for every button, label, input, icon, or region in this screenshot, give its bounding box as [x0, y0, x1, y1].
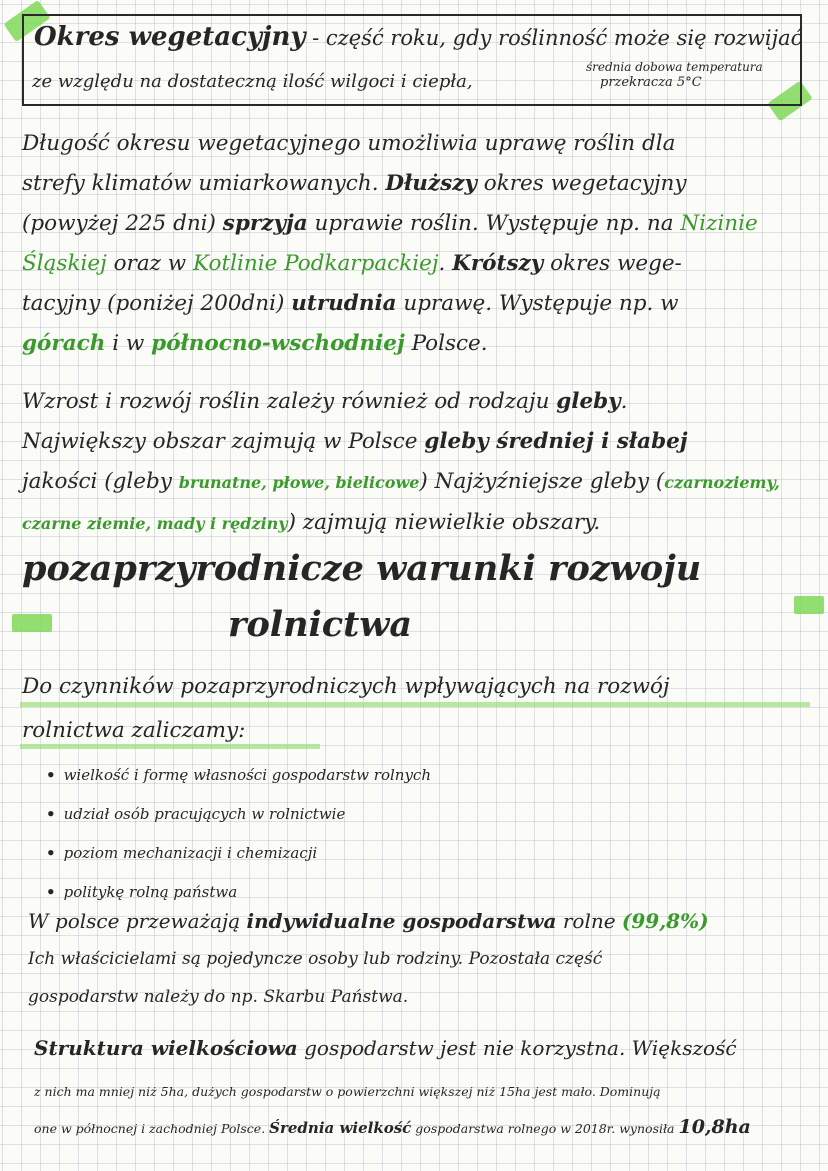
p1-line-4 — [22, 244, 758, 284]
paragraph-soils — [22, 382, 780, 544]
p2-line-2 — [22, 422, 780, 462]
p1-text: i w — [105, 331, 152, 356]
p1-line-6 — [22, 324, 758, 364]
p3-line-3: gospodarstw należy do np. Skarbu Państwa. — [28, 987, 409, 1007]
p1-bold-shorter: Krótszy — [452, 251, 544, 276]
p1-text: strefy klimatów umiarkowanych. — [22, 171, 386, 196]
p2-text: ) zajmują niewielkie obszary. — [287, 510, 601, 535]
p4-bold-structure: Struktura wielkościowa — [34, 1036, 298, 1060]
p2-bold-soil: gleby — [556, 389, 621, 414]
p3-text: W polsce przeważają — [28, 909, 247, 933]
p1-green-mountains: górach — [22, 331, 106, 356]
factor-item: • udział osób pracujących w rolnictwie — [46, 795, 431, 834]
p1-text: okres wegetacyjny — [476, 171, 687, 196]
p3-bold-individual-farms: indywidualne gospodarstwa — [246, 909, 557, 933]
factors-intro-2: rolnictwa zaliczamy: — [22, 718, 246, 743]
factor-item: • wielkość i formę własności gospodarstw rolnych — [46, 756, 431, 795]
factors-intro-1: Do czynników pozaprzyrodniczych wpływających na rozwój — [22, 674, 670, 699]
p1-line-2 — [22, 164, 758, 204]
p4-bold-average: Średnia wielkość — [269, 1119, 412, 1137]
definition-line-1 — [34, 22, 802, 52]
p1-text: tacyjny (poniżej 200dni) — [22, 291, 292, 316]
p1-green-plain: Nizinie — [680, 211, 758, 236]
paragraph-growing-season — [22, 124, 758, 364]
p1-text: (powyżej 225 dni) — [22, 211, 223, 236]
p2-text: . — [620, 389, 628, 414]
p3-text: rolne — [556, 909, 622, 933]
definition-text-1: - część roku, gdy roślinność może się rozwijać — [312, 26, 803, 50]
p4-bold-value: 10,8ha — [678, 1116, 751, 1138]
definition-note-1: średnia dobowa temperatura — [586, 60, 763, 74]
p4-line-3 — [34, 1116, 751, 1138]
p1-line-5 — [22, 284, 758, 324]
intro-highlight — [20, 702, 810, 707]
section-heading-line-2: rolnictwa — [228, 604, 413, 645]
p2-text: jakości (gleby — [22, 469, 179, 494]
p1-bold-longer: Dłuższy — [385, 171, 477, 196]
p1-text: Polsce. — [404, 331, 488, 356]
p1-bold-hinders: utrudnia — [291, 291, 397, 316]
p2-line-4 — [22, 503, 780, 544]
p4-text: gospodarstw jest nie korzystna. Większość — [297, 1036, 737, 1060]
factor-item: • politykę rolną państwa — [46, 873, 431, 912]
p1-line-1: Długość okresu wegetacyjnego umożliwia uprawę roślin dla — [22, 131, 676, 156]
factor-item: • poziom mechanizacji i chemizacji — [46, 834, 431, 873]
p2-text: Wzrost i rozwój roślin zależy również od rodzaju — [22, 389, 557, 414]
p4-line-2: z nich ma mniej niż 5ha, dużych gospodarstw o powierzchni większej niż 15ha jest mało. Dominują — [34, 1084, 661, 1099]
p1-text: uprawie roślin. Występuje np. na — [307, 211, 681, 236]
p1-text: okres wege- — [543, 251, 682, 276]
p1-green-silesian: Śląskiej — [22, 251, 107, 276]
definition-term: Okres wegetacyjny — [34, 22, 306, 52]
paragraph-farms — [28, 902, 709, 1016]
p1-line-3 — [22, 204, 758, 244]
p1-green-basin: Kotlinie Podkarpackiej — [193, 251, 439, 276]
p2-text: Największy obszar zajmują w Polsce — [22, 429, 425, 454]
p2-bold-soil-quality: gleby średniej i słabej — [424, 429, 688, 454]
p1-text: . — [438, 251, 453, 276]
p1-text: oraz w — [106, 251, 194, 276]
p4-text: gospodarstwa rolnego w 2018r. wynosiła — [411, 1121, 679, 1136]
p4-text: one w północnej i zachodniej Polsce. — [34, 1121, 270, 1136]
definition-note — [560, 60, 763, 90]
green-marker-heading-right — [794, 596, 824, 614]
p2-line-1 — [22, 382, 780, 422]
p1-green-northeast: północno-wschodniej — [151, 331, 405, 356]
p3-line-1 — [28, 902, 709, 940]
p4-line-1 — [34, 1036, 737, 1060]
intro-highlight-2 — [20, 744, 320, 749]
p1-bold-favors: sprzyja — [222, 211, 308, 236]
p2-text: ) Najżyźniejsze gleby ( — [419, 469, 665, 494]
p3-line-2: Ich właścicielami są pojedyncze osoby lub rodziny. Pozostała część — [28, 949, 603, 969]
definition-line-2: ze względu na dostateczną ilość wilgoci i ciepła, — [32, 71, 473, 92]
p2-green-fertile-soils: czarne ziemie, mady i rędziny — [22, 514, 288, 533]
green-marker-heading-left — [12, 614, 52, 632]
p1-text: uprawę. Występuje np. w — [396, 291, 679, 316]
p2-green-soil-types: brunatne, płowe, bielicowe — [178, 473, 420, 492]
p2-line-3 — [22, 462, 780, 503]
definition-note-2: przekracza 5°C — [600, 75, 702, 90]
factors-list — [46, 756, 431, 912]
p2-green-chernozem: czarnoziemy, — [664, 473, 780, 492]
section-heading-line-1: pozaprzyrodnicze warunki rozwoju — [22, 548, 702, 589]
p3-green-percent: (99,8%) — [621, 909, 709, 933]
